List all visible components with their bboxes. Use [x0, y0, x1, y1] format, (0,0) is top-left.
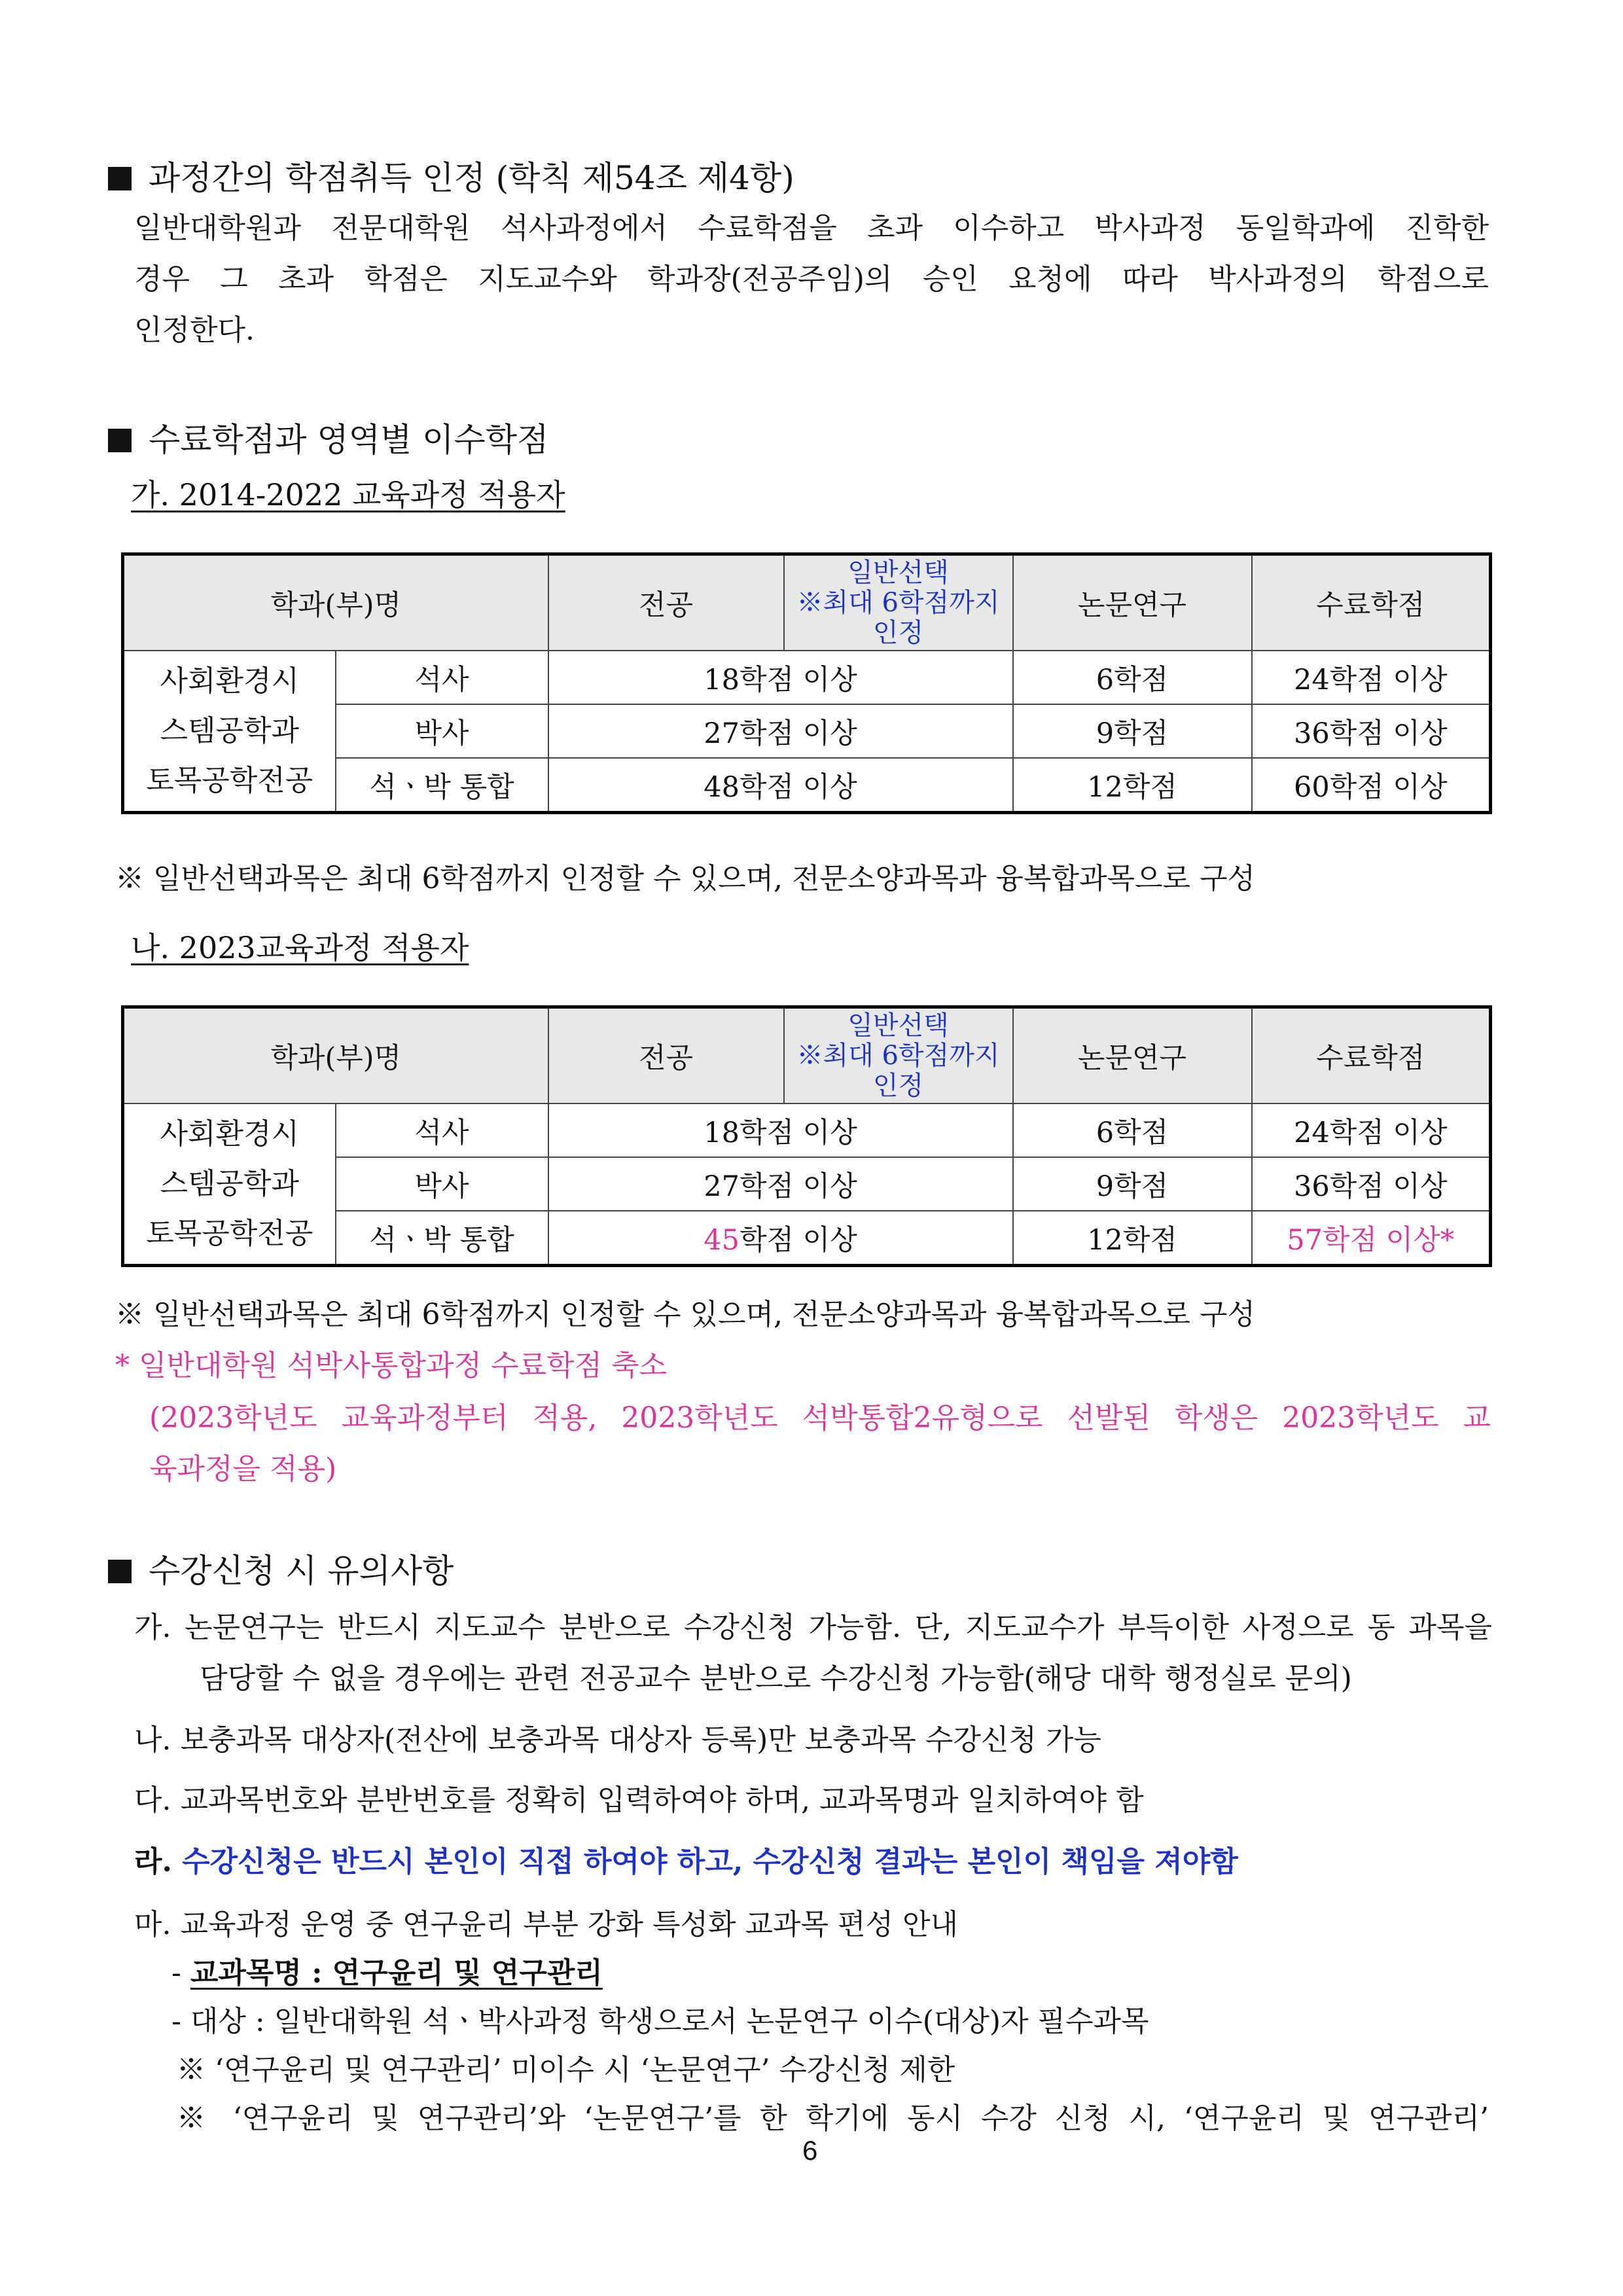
section-heading-completion-credits	[108, 414, 548, 461]
square-bullet-icon	[108, 429, 132, 452]
general-elective-note: ※ 일반선택과목은 최대 6학점까지 인정할 수 있으며, 전문소양과목과 융복합과목으로 구성	[115, 1298, 1255, 1331]
header-total: 수료학점	[1252, 554, 1491, 651]
thesis-credits-cell: 6학점	[1013, 651, 1252, 704]
paragraph-line: 일반대학원과 전문대학원 석사과정에서 수료학점을 초과 이수하고 박사과정 동일학과에 진학한	[134, 211, 1489, 245]
header-major: 전공	[548, 1007, 784, 1104]
thesis-credits-cell: 12학점	[1013, 758, 1252, 813]
section-heading-text: 과정간의 학점취득 인정 (학칙 제54조 제4항)	[149, 159, 794, 197]
total-credits-cell: 36학점 이상	[1252, 704, 1491, 758]
thesis-credits-cell: 6학점	[1013, 1103, 1252, 1157]
course-cell: 박사	[336, 1157, 548, 1211]
major-credits-cell: 48학점 이상	[548, 758, 1013, 813]
changed-credit-number: 45	[704, 1223, 740, 1257]
notice-item-da: 다. 교과목번호와 분반번호를 정확히 입력하여야 하며, 교과목명과 일치하여야 함	[134, 1784, 1144, 1817]
course-cell: 박사	[336, 704, 548, 758]
table-row	[123, 1103, 1491, 1157]
reduction-note-detail: (2023학년도 교육과정부터 적용, 2023학년도 석박통합2유형으로 선발된 학생은 2023학년도 교	[149, 1401, 1491, 1435]
course-cell: 석사	[336, 1103, 548, 1157]
header-general	[784, 554, 1013, 651]
header-total: 수료학점	[1252, 1007, 1491, 1104]
section-heading-text: 수강신청 시 유의사항	[149, 1552, 454, 1590]
notice-item-ra	[134, 1838, 1238, 1880]
reduction-note: * 일반대학원 석박사통합과정 수료학점 축소	[115, 1349, 668, 1382]
header-major: 전공	[548, 554, 784, 651]
dept-line: 사회환경시	[160, 1117, 300, 1151]
page-number: 6	[802, 2135, 818, 2166]
paragraph-line: 경우 그 초과 학점은 지도교수와 학과장(전공주임)의 승인 요청에 따라 박사과정의 학점으로	[134, 262, 1489, 296]
table-header-row	[123, 554, 1491, 651]
course-warning-2: ※ ‘연구윤리 및 연구관리’와 ‘논문연구’를 한 학기에 동시 수강 신청 시, ‘연구윤리 및 연구관리’	[177, 2102, 1489, 2135]
general-elective-note: ※ 일반선택과목은 최대 6학점까지 인정할 수 있으며, 전문소양과목과 융복합과목으로 구성	[115, 862, 1255, 895]
header-dept: 학과(부)명	[123, 554, 548, 651]
square-bullet-icon	[108, 1560, 132, 1583]
dash: -	[171, 1956, 190, 1990]
dept-name-cell	[123, 651, 336, 813]
major-credits-cell: 27학점 이상	[548, 1157, 1013, 1211]
header-dept: 학과(부)명	[123, 1007, 548, 1104]
course-warning-1: ※ ‘연구윤리 및 연구관리’ 미이수 시 ‘논문연구’ 수강신청 제한	[177, 2053, 955, 2087]
dept-line: 토목공학전공	[146, 1217, 313, 1250]
header-general	[784, 1007, 1013, 1104]
total-credits-cell: 60학점 이상	[1252, 758, 1491, 813]
major-credits-cell: 27학점 이상	[548, 704, 1013, 758]
course-target-line: - 대상 : 일반대학원 석ㆍ박사과정 학생으로서 논문연구 이수(대상)자 필수과목	[171, 2005, 1149, 2038]
notice-item-ga-continued: 담당할 수 없을 경우에는 관련 전공교수 분반으로 수강신청 가능함(해당 대학 행정실로 문의)	[200, 1662, 1352, 1695]
header-general-line: 일반선택	[847, 1011, 949, 1041]
dept-line: 사회환경시	[160, 664, 300, 698]
section-heading-credit-recognition	[108, 152, 794, 199]
header-thesis: 논문연구	[1013, 554, 1252, 651]
header-general-line: ※최대 6학점까지	[796, 588, 1000, 618]
course-name-line	[171, 1949, 603, 1991]
header-general-line: 인정	[872, 1071, 924, 1101]
square-bullet-icon	[108, 167, 132, 190]
reduction-note-detail: 육과정을 적용)	[149, 1452, 337, 1486]
table-row	[123, 651, 1491, 704]
table-header-row	[123, 1007, 1491, 1104]
section-heading-registration-notes	[108, 1545, 454, 1592]
notice-item-ga: 가. 논문연구는 반드시 지도교수 분반으로 수강신청 가능함. 단, 지도교수가 부득이한 사정으로 동 과목을	[134, 1611, 1492, 1644]
credit-suffix: 학점 이상	[739, 1223, 857, 1257]
dept-line: 스템공학과	[160, 714, 300, 747]
notice-item-ma: 마. 교육과정 운영 중 연구윤리 부분 강화 특성화 교과목 편성 안내	[134, 1908, 958, 1941]
notice-item-ra-text: 수강신청은 반드시 본인이 직접 하여야 하고, 수강신청 결과는 본인이 책임을 져야함	[182, 1845, 1238, 1878]
paragraph-line: 인정한다.	[134, 314, 255, 347]
major-credits-cell	[548, 1211, 1013, 1266]
credits-table-2014-2022	[121, 552, 1492, 814]
total-credits-cell: 24학점 이상	[1252, 651, 1491, 704]
total-credits-cell-changed: 57학점 이상*	[1252, 1211, 1491, 1266]
course-name: 교과목명 : 연구윤리 및 연구관리	[190, 1956, 603, 1990]
major-credits-cell: 18학점 이상	[548, 651, 1013, 704]
thesis-credits-cell: 12학점	[1013, 1211, 1252, 1266]
thesis-credits-cell: 9학점	[1013, 1157, 1252, 1211]
dept-line: 토목공학전공	[146, 764, 313, 797]
header-general-line: 인정	[872, 618, 924, 648]
section-heading-text: 수료학점과 영역별 이수학점	[149, 421, 549, 459]
header-general-line: 일반선택	[847, 558, 949, 588]
major-credits-cell: 18학점 이상	[548, 1103, 1013, 1157]
header-general-line: ※최대 6학점까지	[796, 1041, 1000, 1071]
thesis-credits-cell: 9학점	[1013, 704, 1252, 758]
notice-item-ra-label: 라.	[134, 1845, 172, 1878]
credits-table-2023	[121, 1005, 1492, 1267]
dept-name-cell	[123, 1103, 336, 1266]
table-b-title: 나. 2023교육과정 적용자	[131, 930, 469, 965]
total-credits-cell: 24학점 이상	[1252, 1103, 1491, 1157]
course-cell: 석사	[336, 651, 548, 704]
notice-item-na: 나. 보충과목 대상자(전산에 보충과목 대상자 등록)만 보충과목 수강신청 가능	[134, 1723, 1101, 1757]
course-cell: 석ㆍ박 통합	[336, 1211, 548, 1266]
dept-line: 스템공학과	[160, 1167, 300, 1200]
header-thesis: 논문연구	[1013, 1007, 1252, 1104]
total-credits-cell: 36학점 이상	[1252, 1157, 1491, 1211]
course-cell: 석ㆍ박 통합	[336, 758, 548, 813]
table-a-title: 가. 2014-2022 교육과정 적용자	[131, 477, 565, 512]
